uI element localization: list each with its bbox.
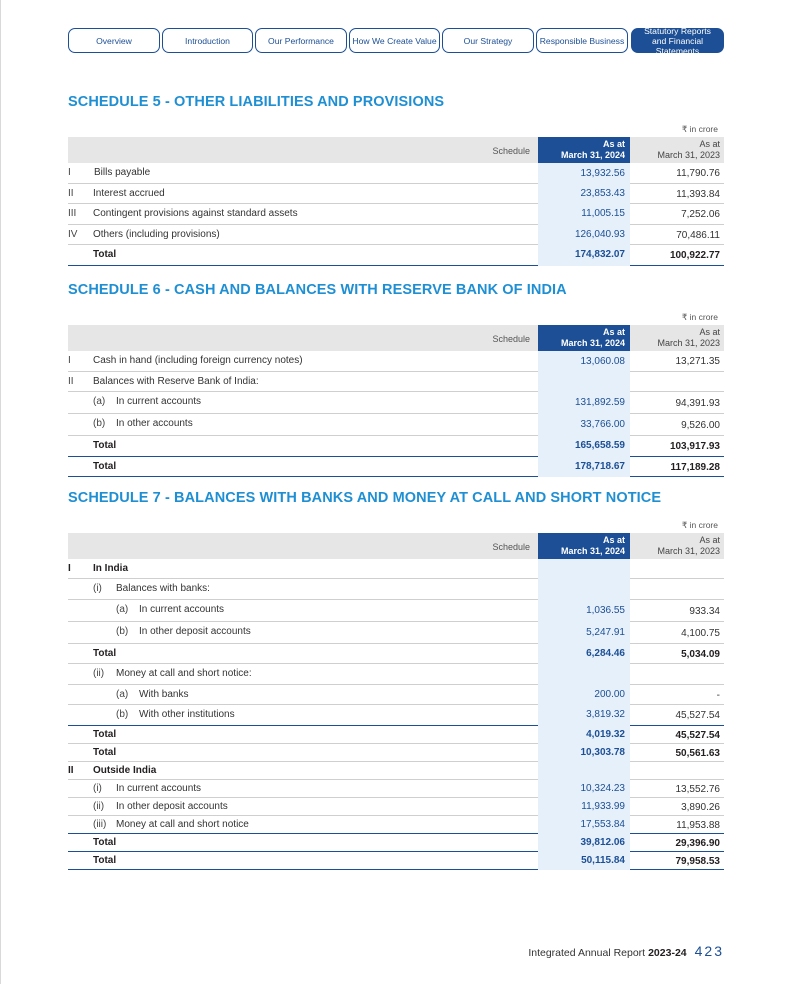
tab-statutory-reports[interactable]: Statutory Reports and Financial Statements [631,28,724,53]
previous-value: 3,890.26 [681,801,720,813]
row-number: I [68,355,71,366]
table-row [68,204,724,225]
schedule7-title: SCHEDULE 7 - BALANCES WITH BANKS AND MONEY AT CALL AND SHORT NOTICE [68,490,662,506]
report-year: 2023-24 [648,947,687,959]
row-label: Total [93,440,117,452]
row-label: Interest accrued [93,187,165,199]
previous-value: 13,271.35 [675,356,720,367]
previous-value: 13,552.76 [675,783,720,795]
previous-year-header: As at March 31, 2023 [657,535,720,556]
previous-value: - [716,689,720,701]
schedule-column-header: Schedule [492,146,530,156]
previous-year-header: As at March 31, 2023 [657,327,720,348]
row-label: Outside India [93,764,157,776]
table-row [68,705,724,726]
table-row [68,816,724,834]
table-row [68,664,724,685]
table-row [68,622,724,644]
row-label: Total [93,460,117,472]
previous-value: 117,189.28 [670,461,720,473]
row-sub-number: (b) [93,418,106,430]
current-value: 17,553.84 [538,815,630,834]
current-value: 10,303.78 [538,743,630,762]
current-value: 1,036.55 [538,599,630,622]
schedule5-title: SCHEDULE 5 - OTHER LIABILITIES AND PROVISIONS [68,94,445,110]
row-label: In India [93,563,128,574]
row-number: III [68,208,77,220]
table-header [68,137,724,163]
row-label: In other accounts [116,418,193,430]
row-sub-number: (i) [93,782,102,794]
current-value: 178,718.67 [538,456,630,478]
previous-value: 5,034.09 [681,648,720,660]
schedule6-title: SCHEDULE 6 - CASH AND BALANCES WITH RESERVE BANK OF INDIA [68,282,567,298]
table-row [68,414,724,436]
current-value [538,371,630,393]
row-label: Total [93,647,117,659]
grand-total-row [68,457,724,478]
schedule5-table [68,137,724,266]
table-row [68,798,724,816]
current-value: 11,933.99 [538,797,630,816]
previous-value: 70,486.11 [676,229,720,241]
current-value: 4,019.32 [538,725,630,744]
current-value: 165,658.59 [538,435,630,457]
row-sub-number: (ii) [93,668,105,680]
row-sub-number: (b) [116,625,129,637]
row-label: In current accounts [116,782,202,794]
row-sub-number: (a) [93,396,106,408]
schedule7-unit: ₹ in crore [681,520,718,530]
previous-value: 4,100.75 [681,627,720,639]
row-label: With banks [139,688,189,700]
previous-value: 9,526.00 [681,420,720,432]
current-value [538,663,630,685]
report-name: Integrated Annual Report [528,947,646,959]
row-sub-number: (ii) [93,800,105,812]
table-row [68,392,724,414]
previous-year-header: As at March 31, 2023 [657,139,720,160]
row-label: Balances with Reserve Bank of India: [93,375,259,387]
previous-value: 45,527.54 [675,710,720,722]
row-label: Money at call and short notice [116,818,249,830]
page-number: 423 [694,943,724,959]
schedule6-unit: ₹ in crore [681,312,718,322]
row-label: Total [93,746,117,758]
schedule6-table [68,325,724,477]
current-year-header: As at March 31, 2024 [538,533,630,559]
row-label: Balances with banks: [116,583,210,594]
row-label: Bills payable [94,167,151,178]
current-value: 13,932.56 [538,163,630,185]
row-label: Others (including provisions) [93,228,220,240]
row-label: In current accounts [139,603,225,615]
table-row [68,163,724,184]
total-row [68,245,724,266]
page-footer [528,943,724,959]
row-label: In current accounts [116,396,202,408]
current-value [538,578,630,600]
previous-value: 45,527.54 [675,729,720,741]
table-row [68,225,724,246]
row-label: Contingent provisions against standard assets [93,208,298,220]
row-label: In other deposit accounts [139,625,251,637]
row-label: With other institutions [139,709,235,721]
total-row [68,644,724,665]
previous-value: 94,391.93 [675,398,720,410]
row-label: Total [93,854,117,866]
tab-overview[interactable]: Overview [68,28,160,53]
current-value: 5,247.91 [538,621,630,644]
row-label: Total [93,249,117,261]
row-sub-number: (a) [116,688,129,700]
total-row [68,834,724,852]
current-year-header: As at March 31, 2024 [538,325,630,351]
row-sub-number: (a) [116,603,129,615]
row-number: IV [68,228,78,240]
row-sub-number: (i) [93,583,102,594]
tab-how-we-create-value[interactable]: How We Create Value [349,28,440,53]
table-row [68,600,724,622]
table-row [68,780,724,798]
current-value: 200.00 [538,684,630,706]
row-label: Money at call and short notice: [116,668,252,680]
page-edge-line [0,0,1,984]
tab-introduction[interactable]: Introduction [162,28,253,53]
tab-responsible-business[interactable]: Responsible Business [536,28,628,53]
grand-total-row [68,852,724,870]
previous-value: 11,393.84 [676,188,720,200]
total-row [68,436,724,457]
schedule7-table [68,533,724,870]
current-value: 10,324.23 [538,779,630,798]
current-value: 39,812.06 [538,833,630,852]
table-row [68,184,724,205]
table-header [68,533,724,559]
schedule-column-header: Schedule [492,334,530,344]
row-number: II [68,764,74,776]
previous-value: 50,561.63 [675,747,720,759]
table-header [68,325,724,351]
current-value: 131,892.59 [538,391,630,414]
table-row [68,559,724,579]
previous-value: 11,953.88 [676,819,720,831]
current-value: 126,040.93 [538,224,630,246]
row-label: Cash in hand (including foreign currency notes) [93,355,303,366]
table-row [68,762,724,780]
current-value: 11,005.15 [538,203,630,225]
current-value: 174,832.07 [538,244,630,266]
previous-value: 100,922.77 [669,250,720,262]
current-value: 50,115.84 [538,851,630,870]
previous-value: 79,958.53 [675,855,720,867]
current-value [538,761,630,780]
table-row [68,372,724,393]
row-number: I [68,167,71,178]
current-value: 3,819.32 [538,704,630,726]
row-number: II [68,187,74,199]
row-label: Total [93,728,117,740]
previous-value: 11,790.76 [676,168,720,179]
current-year-header: As at March 31, 2024 [538,137,630,163]
tab-our-strategy[interactable]: Our Strategy [442,28,534,53]
current-value: 33,766.00 [538,413,630,436]
schedule-column-header: Schedule [492,542,530,552]
previous-value: 7,252.06 [681,209,720,221]
row-number: I [68,563,71,574]
row-number: II [68,375,74,387]
table-row [68,579,724,600]
current-value: 6,284.46 [538,643,630,665]
current-value: 13,060.08 [538,351,630,373]
row-label: In other deposit accounts [116,800,228,812]
previous-value: 933.34 [689,605,720,617]
row-sub-number: (b) [116,709,129,721]
total-row [68,726,724,744]
current-value [538,559,630,580]
schedule5-unit: ₹ in crore [681,124,718,134]
table-row [68,685,724,706]
row-label: Total [93,836,117,848]
previous-value: 103,917.93 [669,441,720,453]
row-sub-number: (iii) [93,818,107,830]
current-value: 23,853.43 [538,183,630,205]
table-row [68,351,724,372]
previous-value: 29,396.90 [675,837,720,849]
total-row [68,744,724,762]
tab-our-performance[interactable]: Our Performance [255,28,347,53]
